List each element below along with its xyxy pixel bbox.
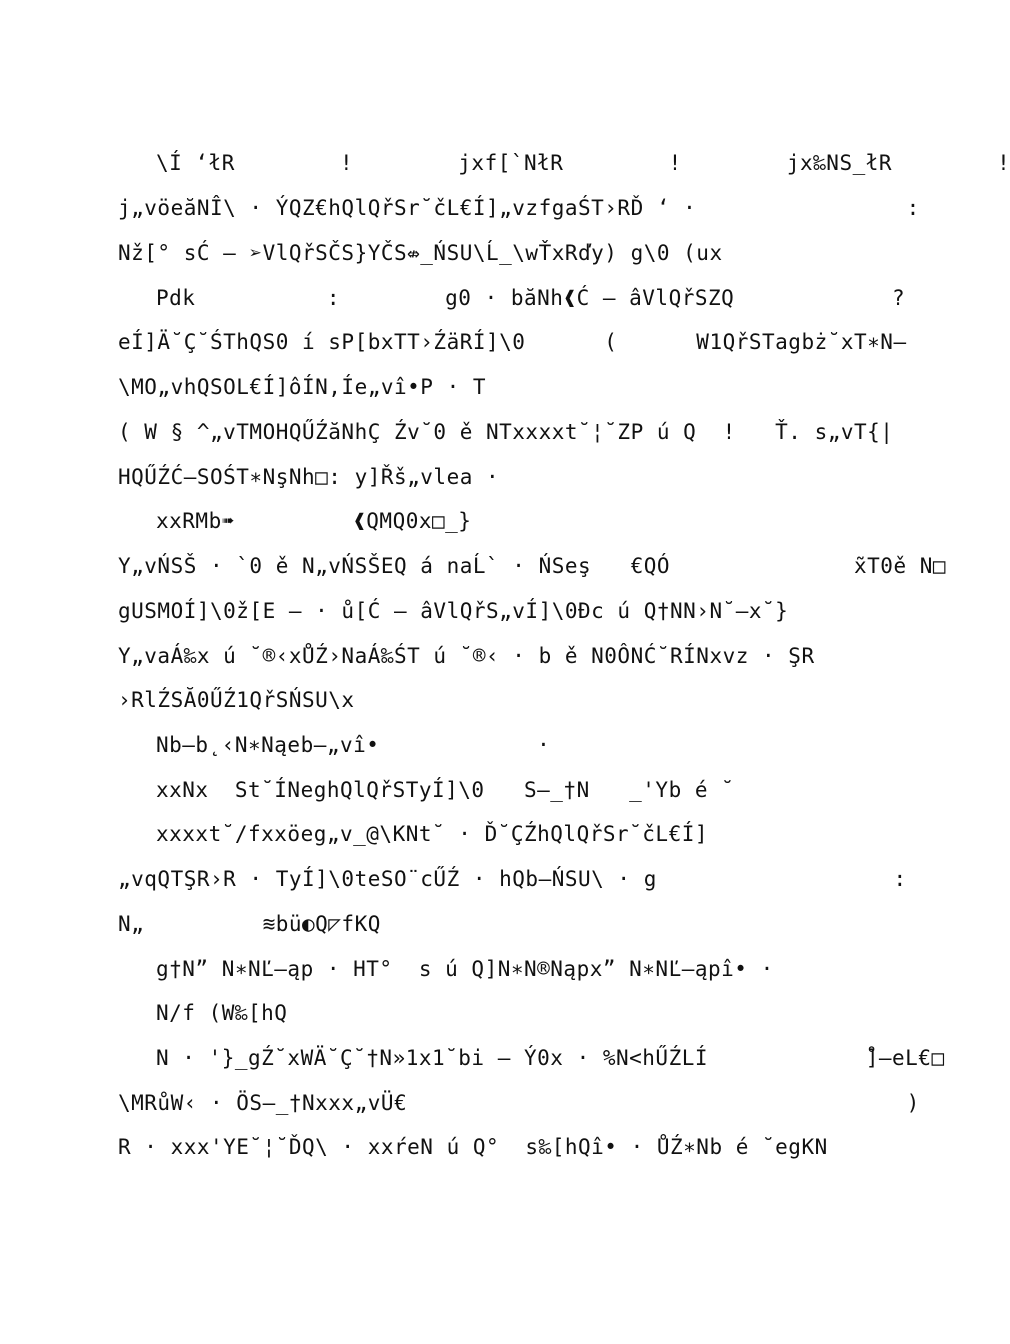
text-line: eÍ]Ä˘Ç˘ŚThQS0 í sP[bxTT›ŹäRÍ]\0 ( W1QřSTagbż˘xT∗N— — [118, 330, 907, 354]
text-line: Pdk : g0 · băNh❰Ć – âVlQřSZQ ? — [156, 286, 906, 310]
text-line: ( W § ^„vTMOHQŰŹăNhÇ Źv˘0 ě NTxxxxt˘¦˘ZP ú Q ! Ť. s„vT{| — [118, 420, 894, 444]
text-line: N · '}_gŹ˘xWÄ˘Ç˘†N»1x1˘bi – Ý0x · %N<hŰŹLÍ ̊]—eL€□ — [156, 1046, 945, 1070]
text-line: HQŰŹĆ–SOŚT∗NşNh□: y]Řš„vlea · — [118, 465, 500, 489]
text-line: xxRMb➠ ❰QMQ0x□_} — [156, 509, 472, 533]
text-line: xxxxt˘/fxxöeg„v_@\KNt˘ · Ď˘ÇŹhQlQřSr˘čL€Í] — [156, 822, 709, 846]
text-line: \MO„vhQSOL€Í]ôÍN‚Íe„vî•P · T — [118, 375, 487, 399]
text-line: ›RlŹSĂ0ŰŹ1QřSŃSU\x — [118, 688, 355, 712]
text-line: xxNx St˘ÍNeghQlQřSTyÍ]\0 S—_†N _'Yb é ˘ — [156, 778, 735, 802]
text-line: R · xxx'YE˘¦˘ĎQ\ · xxŕeN ú Q° s‰[hQî• · ŮŹ∗Nb é ˘egKN — [118, 1135, 828, 1159]
text-line: Nb—b˛‹N∗Nąeb—„vî• · — [156, 733, 551, 757]
text-line: Nž[° sĆ – ➢VlQřSČS}YČS⇎_ŃSU\Ĺ_\wŤxRďy) g\0 (ux — [118, 241, 723, 265]
text-line: N/f (W‰[hQ — [156, 1001, 288, 1025]
text-line: \Í ‘łR ! jxf[`NłR ! jx‰NS_łR ! — [156, 151, 1010, 175]
text-line: \MRůW‹ · ÖS—_†Nxxx„vÜ€ ) — [118, 1091, 920, 1115]
text-line: „vqQTŞR›R · TyÍ]\0teSO¨cŰŹ · hQb—ŃSU\ · g : — [118, 867, 907, 891]
text-line: Y„vaÁ‰x ú ˘®‹xŮŹ›NaÁ‰ŚT ú ˘®‹ · b ě N0ÔNĆ˘RÍNxvz · ŞR — [118, 644, 815, 668]
text-line: gUSMOÍ]\0ž[E – · ů[Ć – âVlQřS„vÍ]\0Đc ú Q†NN›N˘—x˘} — [118, 599, 789, 623]
text-line: g†N” N∗NĽ–ąp · HT° s ú Q]N∗N®Nąpx” N∗NĽ–ąpî• · — [156, 957, 774, 981]
text-line: j„vöeăNÎ\ · ÝQZ€hQlQřSr˘čL€Í]„vzfgaŚT›RĎ ‘ · : — [118, 196, 920, 220]
text-line: Y„vŃSŠ · `0 ě N„vŃSŠEQ á naĹ` · ŃSeş €QÓ x̃T0ě N□ — [118, 554, 947, 578]
text-line: N„ ≋bü◐Q◸fKQ — [118, 912, 381, 936]
